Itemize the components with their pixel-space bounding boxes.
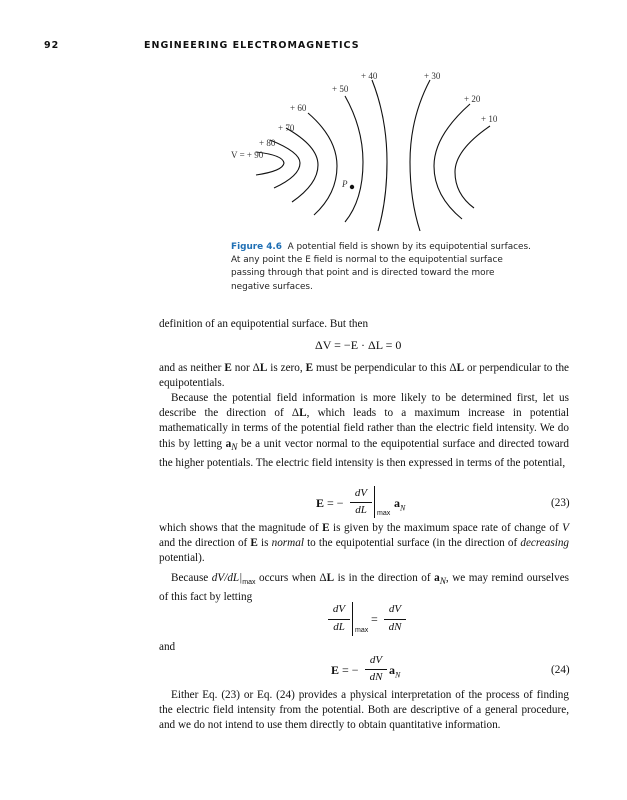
label-30: + 30 [424, 71, 441, 81]
label-60: + 60 [290, 103, 307, 113]
label-point-p: P [342, 179, 348, 189]
equipotential-60 [308, 113, 337, 215]
book-title: ENGINEERING ELECTROMAGNETICS [144, 40, 360, 51]
label-10: + 10 [481, 114, 498, 124]
paragraph-5: Either Eq. (23) or Eq. (24) provides a physical interpretation of the process of finding the electric field intensity from the potential. Both are descriptive of a general procedure, and we do not intend to use them directly to obtain quantitative information. [159, 689, 569, 732]
label-80: + 80 [259, 138, 276, 148]
paragraph-1: and as neither E nor ΔL is zero, E must be perpendicular to this ΔL or perpendicular to the equipotentials. [159, 362, 569, 390]
equipotential-40 [372, 80, 387, 231]
paragraph-intro: definition of an equipotential surface. But then [159, 318, 369, 330]
equipotential-30 [410, 80, 430, 231]
equation-dv-zero: ΔV = −E · ΔL = 0 [315, 338, 402, 352]
figure-caption [231, 241, 531, 294]
eq23-number: (23) [551, 497, 570, 509]
paragraph-3: which shows that the magnitude of E is given by the maximum space rate of change of V and the direction of E is normal to the equipotential surface (in the direction of decreasing potential). [159, 522, 570, 565]
paragraph-4: Because $dV/dL|_{max}$ occurs when ΔL is in the direction of $a_N$, we may remind ourselves of this fact by letting [159, 572, 570, 604]
equipotential-10 [455, 126, 490, 208]
eq24-number: (24) [551, 664, 570, 676]
point-p-marker [350, 185, 354, 189]
label-70: + 70 [278, 123, 295, 133]
caption-text: A potential field is shown by its equipotential surfaces. At any point the E field is normal to the equipotential surface passing through that point and is directed toward the more negative surfaces. [231, 242, 531, 292]
running-header [0, 40, 627, 54]
caption-label: Figure 4.6 [231, 242, 282, 252]
label-50: + 50 [332, 84, 349, 94]
and-word: and [159, 641, 176, 653]
label-40: + 40 [361, 71, 378, 81]
equipotential-70 [286, 128, 318, 202]
page-number: 92 [44, 40, 60, 51]
paragraph-2: Because the potential field information is more likely to be determined first, let us describe the direction of ΔL, which leads to a maximum increase in potential mathematically in terms of the potential field rather than the electric field intensity. We do this by letting $a_N$ be a unit vector normal to the equipotential surface and directed toward the higher potentials. The electric field intensity is then expressed in terms of the potential, [159, 392, 569, 470]
label-90: V = + 90 [231, 150, 264, 160]
equipotential-figure [200, 62, 520, 240]
label-20: + 20 [464, 94, 481, 104]
equipotential-20 [434, 104, 470, 219]
equipotential-50 [345, 96, 363, 222]
